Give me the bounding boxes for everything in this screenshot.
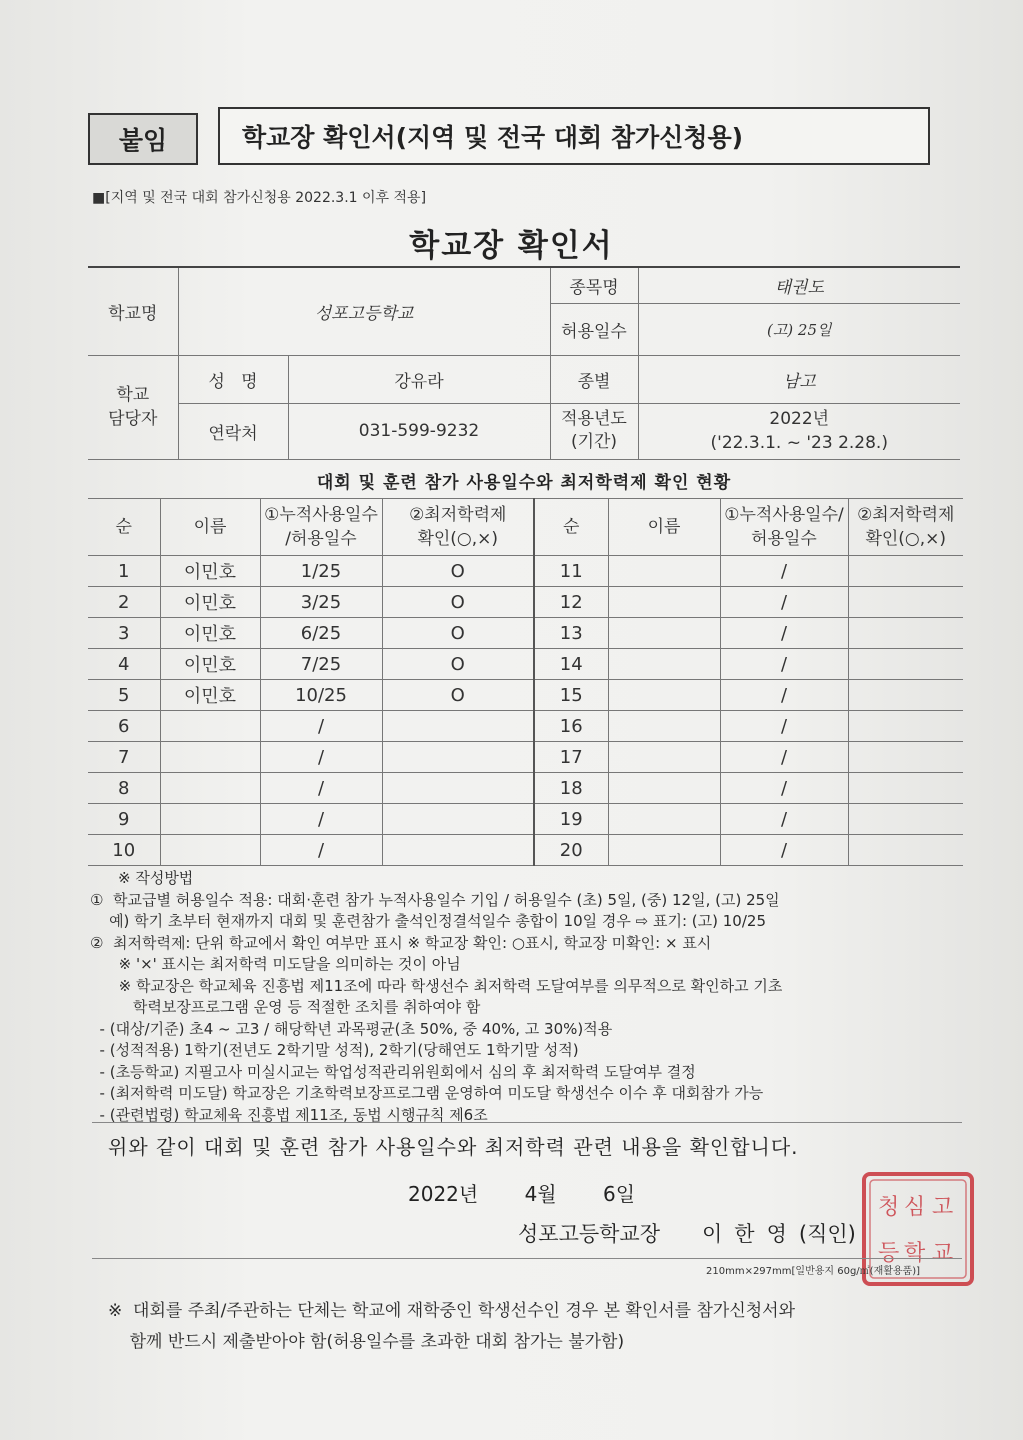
row-min-academic-2	[848, 649, 963, 680]
instruction-line: - (최저학력 미도달) 학교장은 기초학력보장프로그램 운영하여 미도달 학생선수 이수 후 대회참가 가능	[90, 1084, 764, 1102]
year-cell	[638, 403, 960, 459]
signer-title: 성포고등학교장	[518, 1222, 661, 1246]
row-no: 10	[88, 835, 160, 866]
section-title: 대회 및 훈련 참가 사용일수와 최저학력제 확인 현황	[316, 473, 732, 493]
row-min-academic	[382, 773, 534, 804]
row-cumulative-2: /	[720, 835, 848, 866]
seal-char-3: 고	[932, 1195, 954, 1220]
instruction-line: ② 최저학력제: 단위 학교에서 확인 여부만 표시 ※ 학교장 확인: ○표시, 학교장 미확인: × 표시	[90, 933, 712, 952]
row-no: 5	[88, 680, 160, 711]
event-label: 종목명	[550, 267, 638, 303]
row-no-2: 17	[534, 742, 608, 773]
seal-label: (직인)	[798, 1222, 856, 1246]
row-min-academic	[382, 804, 534, 835]
year-value: 2022년	[769, 409, 830, 429]
divider	[92, 1122, 962, 1123]
seal-char-6: 교	[932, 1241, 954, 1266]
row-name	[160, 804, 260, 835]
row-no-2: 18	[534, 773, 608, 804]
contact-label: 연락처	[178, 403, 288, 459]
header-cumulative-2: ①누적사용일수/ 허용일수	[720, 499, 848, 556]
row-cumulative-2: /	[720, 711, 848, 742]
issue-date	[408, 1178, 675, 1207]
row-no: 1	[88, 556, 160, 587]
instruction-line: - (초등학교) 지필고사 미실시교는 학업성적관리위원회에서 심의 후 최저학력 도달여부 결정	[90, 1062, 696, 1081]
instructions	[90, 868, 970, 1126]
row-cumulative-2: /	[720, 773, 848, 804]
row-cumulative-2: /	[720, 618, 848, 649]
row-cumulative-2: /	[720, 742, 848, 773]
instruction-lines	[90, 890, 970, 1127]
footnote: ※ 대회를 주최/주관하는 단체는 학교에 재학중인 학생선수인 경우 본 확인서를 참가신청서와 함께 반드시 제출받아야 함(허용일수를 초과한 대회 참가는 불가함)	[108, 1301, 796, 1352]
row-min-academic-2	[848, 618, 963, 649]
signer	[518, 1218, 856, 1248]
date-month: 4월	[524, 1182, 557, 1206]
row-cumulative: /	[260, 804, 382, 835]
date-year: 2022년	[408, 1182, 479, 1206]
row-cumulative: 10/25	[260, 680, 382, 711]
main-title: 학교장 확인서	[409, 228, 614, 264]
row-name-2	[608, 618, 720, 649]
table-row	[88, 680, 963, 711]
gender-value: 남고	[638, 355, 960, 403]
row-no: 3	[88, 618, 160, 649]
row-cumulative: 6/25	[260, 618, 382, 649]
row-cumulative: /	[260, 773, 382, 804]
row-name-2	[608, 773, 720, 804]
row-name-2	[608, 587, 720, 618]
header-no-2: 순	[534, 499, 608, 556]
seal-char-4: 등	[878, 1241, 900, 1266]
usage-table	[88, 498, 963, 866]
row-no: 4	[88, 649, 160, 680]
gender-label: 종별	[550, 355, 638, 403]
row-no-2: 20	[534, 835, 608, 866]
contact-value: 031-599-9232	[288, 403, 550, 459]
row-min-academic: O	[382, 556, 534, 587]
row-min-academic: O	[382, 680, 534, 711]
info-table	[88, 266, 960, 460]
row-cumulative-2: /	[720, 587, 848, 618]
row-min-academic-2	[848, 804, 963, 835]
instruction-line: ① 학교급별 허용일수 적용: 대회·훈련 참가 누적사용일수 기입 / 허용일수 (초) 5일, (중) 12일, (고) 25일	[90, 890, 780, 909]
row-no: 9	[88, 804, 160, 835]
table-row	[88, 835, 963, 866]
row-min-academic	[382, 711, 534, 742]
row-no-2: 14	[534, 649, 608, 680]
row-no: 2	[88, 587, 160, 618]
form-title: 학교장 확인서(지역 및 전국 대회 참가신청용)	[242, 123, 744, 152]
row-name	[160, 742, 260, 773]
row-name-2	[608, 742, 720, 773]
row-min-academic-2	[848, 711, 963, 742]
attachment-badge: 붙임	[88, 113, 198, 165]
row-name	[160, 835, 260, 866]
row-name-2	[608, 649, 720, 680]
row-no: 6	[88, 711, 160, 742]
header-name: 이름	[160, 499, 260, 556]
row-min-academic-2	[848, 742, 963, 773]
allowed-days-value: (고) 25일	[638, 303, 960, 355]
table-row	[88, 711, 963, 742]
table-row	[88, 742, 963, 773]
confirmation-statement: 위와 같이 대회 및 훈련 참가 사용일수와 최저학력 관련 내용을 확인합니다.	[108, 1135, 799, 1159]
table-row	[88, 618, 963, 649]
row-no-2: 15	[534, 680, 608, 711]
row-cumulative: /	[260, 742, 382, 773]
header-min-academic-2: ②최저학력제 확인(○,×)	[848, 499, 963, 556]
row-name: 이민호	[160, 649, 260, 680]
row-name	[160, 711, 260, 742]
row-no-2: 16	[534, 711, 608, 742]
row-cumulative: 1/25	[260, 556, 382, 587]
instruction-line: ※ 학교장은 학교체육 진흥법 제11조에 따라 학생선수 최저학력 도달여부를 의무적으로 확인하고 기초	[90, 976, 783, 995]
row-no-2: 12	[534, 587, 608, 618]
name-label: 성 명	[178, 355, 288, 403]
row-min-academic-2	[848, 587, 963, 618]
form-title-box	[218, 107, 930, 165]
row-name: 이민호	[160, 556, 260, 587]
header-no: 순	[88, 499, 160, 556]
event-value: 태권도	[638, 267, 960, 303]
year-period: ('22.3.1. ~ '23 2.28.)	[710, 433, 888, 453]
row-no: 7	[88, 742, 160, 773]
instruction-line: - (성적적용) 1학기(전년도 2학기말 성적), 2학기(당해연도 1학기말 성적)	[90, 1041, 579, 1059]
row-min-academic	[382, 835, 534, 866]
row-no-2: 11	[534, 556, 608, 587]
instruction-line: 학력보장프로그램 운영 등 적절한 조치를 취하여야 함	[90, 998, 481, 1016]
row-name	[160, 773, 260, 804]
instruction-line: 예) 학기 초부터 현재까지 대회 및 훈련참가 출석인정결석일수 총합이 10일 경우 ⇨ 표기: (고) 10/25	[90, 912, 766, 930]
table-row	[88, 773, 963, 804]
row-cumulative-2: /	[720, 649, 848, 680]
school-label: 학교명	[88, 267, 178, 355]
row-no-2: 19	[534, 804, 608, 835]
instruction-line: - (대상/기준) 초4 ~ 고3 / 해당학년 과목평균(초 50%, 중 40%, 고 30%)적용	[90, 1019, 613, 1038]
table-row	[88, 649, 963, 680]
row-name-2	[608, 556, 720, 587]
row-name-2	[608, 680, 720, 711]
instruction-line: - (관련법령) 학교체육 진흥법 제11조, 동법 시행규칙 제6조	[90, 1105, 488, 1124]
row-min-academic: O	[382, 587, 534, 618]
year-label: 적용년도 (기간)	[550, 403, 638, 459]
table-row	[88, 556, 963, 587]
allowed-days-label: 허용일수	[550, 303, 638, 355]
table-row	[88, 587, 963, 618]
divider-2	[92, 1258, 962, 1259]
seal-char-1: 청	[878, 1195, 900, 1220]
row-name-2	[608, 804, 720, 835]
usage-table-body	[88, 556, 963, 866]
row-name-2	[608, 835, 720, 866]
school-value: 성포고등학교	[178, 267, 550, 355]
row-min-academic-2	[848, 835, 963, 866]
paper-size-note: 210mm×297mm[일반용지 60g/㎡(재활용품)]	[706, 1266, 921, 1277]
seal-char-2: 심	[904, 1195, 926, 1220]
manager-name: 강유라	[288, 355, 550, 403]
date-day: 6일	[602, 1182, 636, 1206]
applicability-note: ■[지역 및 전국 대회 참가신청용 2022.3.1 이후 적용]	[92, 190, 427, 206]
row-no-2: 13	[534, 618, 608, 649]
row-name-2	[608, 711, 720, 742]
row-min-academic-2	[848, 680, 963, 711]
row-cumulative: /	[260, 711, 382, 742]
row-cumulative-2: /	[720, 804, 848, 835]
row-min-academic-2	[848, 773, 963, 804]
signer-name: 이한영	[702, 1222, 799, 1246]
row-cumulative: 7/25	[260, 649, 382, 680]
manager-label: 학교 담당자	[88, 355, 178, 459]
row-no: 8	[88, 773, 160, 804]
row-min-academic	[382, 742, 534, 773]
header-min-academic: ②최저학력제 확인(○,×)	[382, 499, 534, 556]
row-name: 이민호	[160, 618, 260, 649]
instructions-heading: ※ 작성방법	[118, 869, 194, 887]
row-cumulative: /	[260, 835, 382, 866]
instruction-line: ※ '×' 표시는 최저학력 미도달을 의미하는 것이 아님	[90, 955, 461, 973]
row-min-academic: O	[382, 649, 534, 680]
row-cumulative-2: /	[720, 680, 848, 711]
header-cumulative: ①누적사용일수 /허용일수	[260, 499, 382, 556]
row-min-academic-2	[848, 556, 963, 587]
row-name: 이민호	[160, 680, 260, 711]
seal-char-5: 학	[904, 1241, 926, 1266]
row-cumulative: 3/25	[260, 587, 382, 618]
table-row	[88, 804, 963, 835]
header-name-2: 이름	[608, 499, 720, 556]
row-cumulative-2: /	[720, 556, 848, 587]
row-name: 이민호	[160, 587, 260, 618]
row-min-academic: O	[382, 618, 534, 649]
